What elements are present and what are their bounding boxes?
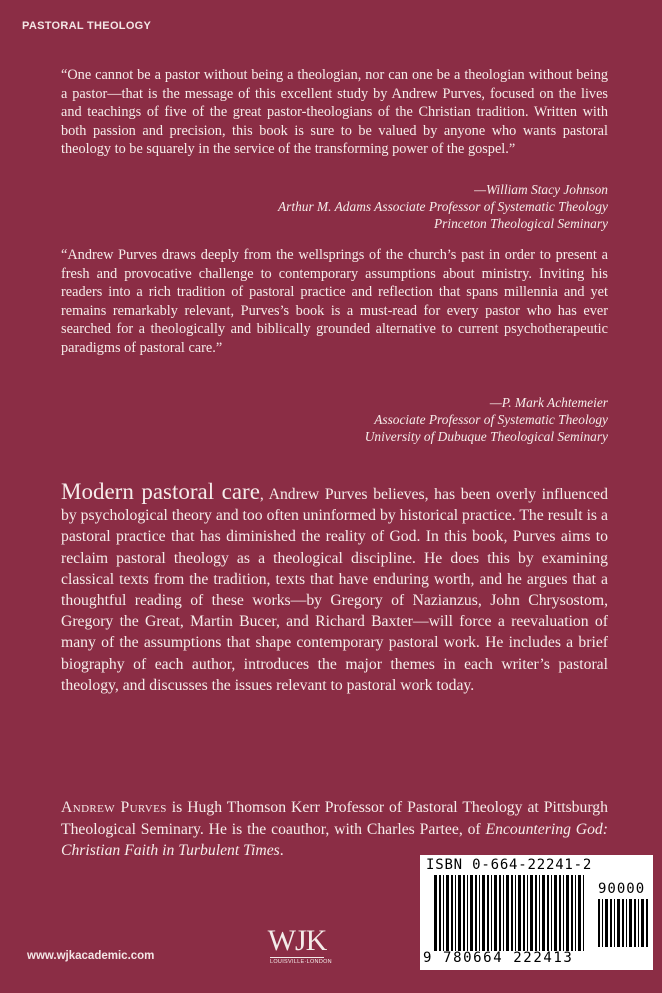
barcode-bar [559,875,561,951]
barcode-addon-bars [598,899,648,947]
barcode-bar [443,875,444,951]
barcode-bar [494,875,497,951]
author-name: Andrew Purves [61,799,167,816]
logo-letters: WJK [267,924,327,957]
endorser-title: Associate Professor of Systematic Theology [374,412,608,427]
barcode-bar [575,875,576,951]
barcode-bar [515,875,516,951]
barcode-bar [539,875,540,951]
bio-text-1: is Hugh Thomson Kerr Professor of Pastoral Theology at Pittsburgh Theological Seminary. He is the coauthor, with Charles Partee, of [61,799,608,838]
barcode-bar [475,875,477,951]
description-body: , Andrew Purves believes, has been overly influenced by psychological theory and too often uninformed by historical practice. The result is a pastoral practice that has diminished the reality of God. In this book, Purves aims to reclaim pastoral theology as a theological discipline. He does this by examining classical texts from the tradition, texts that have enduring worth, and he argues that a thoughtful reading of these works—by Gregory of Nazianzus, John Chrysostom, Gregory the Great, Martin Bucer, and Richard Baxter—will force a reevaluation of many of the assumptions that shape contemporary pastoral work. He includes a brief biography of each author, introduces the major themes in each writer’s pastoral theology, and discusses the issues relevant to pastoral work today. [61,486,608,694]
coauthored-book-title: Encountering God: Christian Faith in Turbulent Times [61,820,608,860]
barcode-bar [455,875,456,951]
barcode-bar [634,899,636,947]
bio-text-2: . [279,842,284,860]
barcode-bar [446,875,449,951]
barcode-bar [602,899,603,947]
endorsement-quote-2: “Andrew Purves draws deeply from the wellsprings of the church’s past in order to present a fresh and provocative challenge to contemporary assumptions about ministry. Inviting his readers into a rich tradition of pastoral practice and reflection that spans millennia and yet remains remarkably relevant, Purves’s book is a must-read for every pastor who has ever searched for a theologically and biblically grounded alternative to current psychotherapeutic paradigms of pastoral care.” [61,247,608,356]
barcode-bar [463,875,465,951]
endorser-institution: University of Dubuque Theological Seminary [364,429,608,444]
barcode-bar [578,875,581,951]
website-url: www.wjkacademic.com [27,950,155,962]
barcode-bar [434,875,437,951]
barcode-bar [641,899,644,947]
isbn-barcode [420,855,653,970]
barcode-bar [610,899,612,947]
description-lead: Modern pastoral care [61,479,260,504]
barcode-bar [506,875,509,951]
barcode-bar [479,875,480,951]
barcode-bar [626,899,627,947]
barcode-bar [439,875,441,951]
barcode-bar [523,875,525,951]
endorser-name: —William Stacy Johnson [474,182,608,197]
barcode-bar [629,899,632,947]
barcode-bar [470,875,473,951]
barcode-bar [554,875,557,951]
barcode-bar [622,899,624,947]
logo-subtitle: LOUISVILLE·LONDON [270,959,332,965]
publisher-logo [262,926,332,970]
barcode-bar [467,875,468,951]
barcode-bar [482,875,485,951]
barcode-bar [530,875,533,951]
barcode-bar [451,875,453,951]
barcode-bar [503,875,504,951]
endorser-title: Arthur M. Adams Associate Professor of Systematic Theology [277,199,608,214]
barcode-bar [583,875,584,951]
book-description [61,481,608,696]
author-bio [61,797,608,862]
barcode-bar [617,899,620,947]
barcode-bar [605,899,608,947]
barcode-bar [566,875,569,951]
barcode-bar [518,875,521,951]
endorsement-attribution-2 [365,394,608,445]
barcode-bar [551,875,552,951]
barcode-bars [434,875,584,951]
barcode-bar [646,899,648,947]
barcode-bar [499,875,501,951]
price-code: 90000 [598,881,646,897]
barcode-bar [638,899,639,947]
barcode-bar [542,875,545,951]
barcode-bar [511,875,513,951]
endorsement-attribution-1 [278,181,608,232]
barcode-bar [535,875,537,951]
endorser-institution: Princeton Theological Seminary [433,216,608,231]
category-label: PASTORAL THEOLOGY [22,20,152,32]
barcode-bar [563,875,564,951]
endorsement-quote-1: “One cannot be a pastor without being a theologian, nor can one be a theologian without being a pastor—that is the message of this excellent study by Andrew Purves, focused on the lives and teachings of five of the great pastor-theologians of the Christian tradition. Written with both passion and precision, this book is sure to be valued by anyone who wants pastoral theology to be squarely in the service of the transforming power of the gospel.” [61,67,608,158]
barcode-bar [614,899,615,947]
barcode-bar [547,875,549,951]
barcode-bar [487,875,489,951]
isbn-number: ISBN 0-664-22241-2 [426,857,593,873]
barcode-bar [491,875,492,951]
barcode-bar [458,875,461,951]
barcode-bar [571,875,573,951]
endorser-name: —P. Mark Achtemeier [489,395,608,410]
barcode-bar [527,875,528,951]
barcode-bar [598,899,600,947]
ean-number: 9 780664 222413 [423,950,574,966]
